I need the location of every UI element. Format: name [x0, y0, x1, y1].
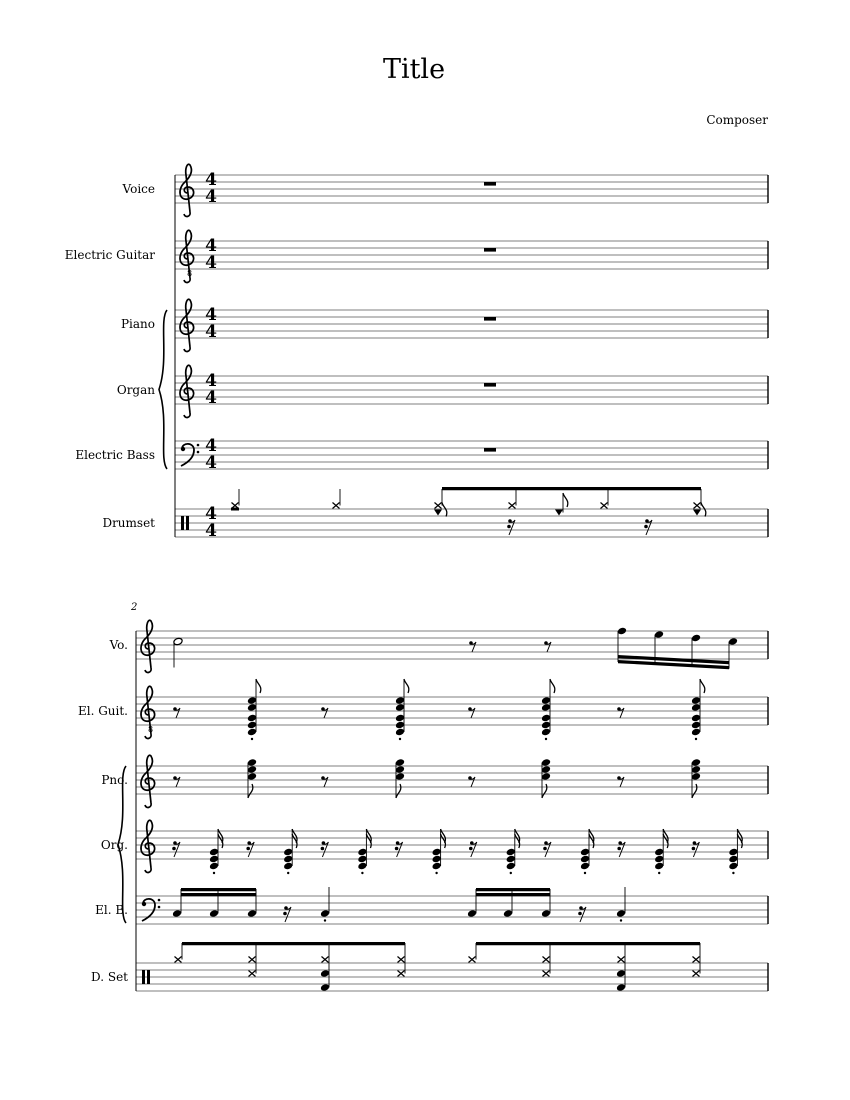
x-notehead: [543, 957, 550, 963]
notehead: [395, 696, 405, 705]
sixteenth-rest: [172, 847, 176, 851]
notehead: [395, 721, 405, 730]
triangle-notehead: [555, 510, 563, 516]
part-short-guitar: El. Guit.: [77, 704, 128, 718]
time-sig-denominator: 4: [205, 322, 217, 342]
staccato-dot: [732, 872, 734, 874]
time-sig-denominator: 4: [205, 253, 217, 273]
sixteenth-rest: [469, 847, 473, 851]
notehead: [654, 862, 664, 871]
notehead: [728, 855, 738, 864]
treble-clef-icon: [180, 299, 194, 351]
notehead: [247, 909, 257, 918]
x-notehead: [435, 503, 442, 509]
flag: [550, 679, 555, 693]
notehead: [691, 714, 701, 723]
notehead: [541, 728, 551, 737]
notehead: [541, 909, 551, 918]
sixteenth-rest: [471, 852, 473, 857]
sixteenth-rest: [580, 917, 582, 922]
part-short-organ: Org.: [100, 838, 128, 852]
staccato-dot: [399, 738, 401, 740]
notehead: [691, 634, 701, 643]
part-short-bass: El. B.: [95, 903, 128, 917]
notehead: [691, 765, 701, 774]
flag: [542, 784, 547, 798]
notehead: [357, 862, 367, 871]
time-sig-denominator: 4: [205, 453, 217, 473]
sixteenth-rest: [322, 852, 324, 857]
sixteenth-rest: [246, 847, 250, 851]
time-sig-denominator: 4: [205, 187, 217, 207]
notehead: [395, 758, 405, 767]
notehead: [654, 848, 664, 857]
notehead: [247, 696, 257, 705]
time-sig-piano: [204, 307, 218, 341]
score-title: Title: [382, 54, 446, 85]
sixteenth-rest: [619, 852, 621, 857]
notehead: [691, 728, 701, 737]
notehead: [247, 765, 257, 774]
time-sig-voice: [204, 172, 218, 206]
notehead: [580, 848, 590, 857]
notehead: [728, 862, 738, 871]
part-label-bass: Electric Bass: [75, 448, 155, 462]
sixteenth-rest: [507, 525, 511, 529]
whole-rest: [484, 248, 496, 252]
sixteenth-rest: [543, 847, 547, 851]
half-notehead: [173, 637, 183, 646]
bass-clef-icon: [197, 444, 200, 447]
staccato-dot: [324, 919, 326, 921]
guitar-octave-mark-2: 8: [148, 725, 154, 734]
beam: [181, 888, 256, 891]
percussion-clef-icon: [147, 970, 150, 984]
beam: [442, 487, 701, 490]
bass-clef-icon: [158, 899, 161, 902]
treble-clef-icon: [141, 820, 155, 872]
notehead: [691, 696, 701, 705]
flag: [442, 503, 447, 517]
beam: [476, 942, 700, 945]
part-label-voice: Voice: [122, 182, 155, 196]
percussion-clef-icon: [142, 970, 145, 984]
notehead: [247, 772, 257, 781]
time-sig-numerator: 4: [205, 236, 217, 256]
staccato-dot: [584, 872, 586, 874]
flag: [563, 493, 568, 507]
notehead: [432, 862, 442, 871]
notehead: [691, 772, 701, 781]
brace: [159, 310, 167, 469]
time-sig-guitar: [204, 238, 218, 272]
notehead: [541, 765, 551, 774]
notehead: [283, 855, 293, 864]
staccato-dot: [620, 919, 622, 921]
sixteenth-rest: [397, 852, 399, 857]
notehead: [580, 855, 590, 864]
notehead: [283, 862, 293, 871]
time-sig-denominator: 4: [205, 388, 217, 408]
sixteenth-rest: [321, 847, 325, 851]
sixteenth-rest: [578, 912, 582, 916]
part-short-drumset: D. Set: [91, 970, 128, 984]
part-label-drumset: Drumset: [102, 516, 155, 530]
notehead: [617, 627, 627, 636]
beam: [476, 893, 550, 896]
notehead: [541, 696, 551, 705]
notehead: [395, 765, 405, 774]
notehead: [432, 855, 442, 864]
whole-rest: [484, 182, 496, 186]
notehead: [541, 714, 551, 723]
notehead: [506, 848, 516, 857]
sixteenth-rest: [283, 912, 287, 916]
x-notehead: [398, 957, 405, 963]
part-short-piano: Pno.: [101, 773, 128, 787]
sixteenth-rest: [617, 847, 621, 851]
x-notehead: [509, 503, 516, 509]
notehead: [247, 721, 257, 730]
sixteenth-rest: [174, 852, 176, 857]
notehead: [541, 772, 551, 781]
notehead: [395, 772, 405, 781]
sixteenth-rest: [248, 852, 250, 857]
notehead: [728, 848, 738, 857]
treble-clef-icon: [141, 620, 155, 672]
notehead: [616, 969, 626, 978]
staccato-dot: [287, 872, 289, 874]
pedal-mark: [231, 508, 239, 511]
notehead: [616, 909, 626, 918]
notehead: [395, 714, 405, 723]
x-notehead: [322, 957, 329, 963]
x-notehead: [693, 971, 700, 977]
notehead: [616, 983, 626, 992]
percussion-clef-icon: [181, 516, 184, 530]
sixteenth-rest: [693, 852, 695, 857]
staccato-dot: [435, 872, 437, 874]
staccato-dot: [658, 872, 660, 874]
time-sig-numerator: 4: [205, 504, 217, 524]
time-sig-numerator: 4: [205, 170, 217, 190]
sixteenth-rest: [395, 847, 399, 851]
notehead: [320, 969, 330, 978]
x-notehead: [249, 971, 256, 977]
time-sig-denominator: 4: [205, 521, 217, 541]
part-label-guitar: Electric Guitar: [64, 248, 155, 262]
notehead: [691, 721, 701, 730]
notehead: [395, 728, 405, 737]
x-notehead: [469, 957, 476, 963]
x-notehead: [601, 503, 608, 509]
notehead: [320, 983, 330, 992]
sixteenth-rest: [509, 530, 511, 535]
flag: [256, 679, 261, 693]
notehead: [541, 721, 551, 730]
notehead: [357, 848, 367, 857]
bass-clef-icon: [142, 902, 146, 906]
flag: [396, 784, 401, 798]
whole-rest: [484, 448, 496, 452]
notehead: [541, 703, 551, 712]
notehead: [506, 855, 516, 864]
notehead: [654, 630, 664, 639]
notehead: [320, 909, 330, 918]
notehead: [209, 855, 219, 864]
sixteenth-rest: [644, 525, 648, 529]
x-notehead: [398, 971, 405, 977]
staccato-dot: [510, 872, 512, 874]
notehead: [209, 862, 219, 871]
notehead: [395, 703, 405, 712]
part-short-voice: Vo.: [109, 638, 128, 652]
notehead: [209, 848, 219, 857]
notehead: [654, 855, 664, 864]
treble-clef-icon: [180, 164, 194, 216]
beam: [181, 893, 256, 896]
x-notehead: [333, 503, 340, 509]
flag: [248, 784, 253, 798]
triangle-notehead: [434, 510, 442, 516]
staccato-dot: [695, 738, 697, 740]
sixteenth-rest: [545, 852, 547, 857]
flag: [701, 503, 706, 517]
triangle-notehead: [693, 510, 701, 516]
notehead: [580, 862, 590, 871]
flag: [404, 679, 409, 693]
whole-rest: [484, 317, 496, 321]
sixteenth-rest: [692, 847, 696, 851]
notehead: [432, 848, 442, 857]
x-notehead: [618, 957, 625, 963]
bass-clef-icon: [197, 451, 200, 454]
notehead: [209, 909, 219, 918]
percussion-clef-icon: [186, 516, 189, 530]
bass-clef-icon: [181, 447, 185, 451]
time-sig-organ: [204, 373, 218, 407]
sixteenth-rest: [285, 917, 287, 922]
time-sig-numerator: 4: [205, 436, 217, 456]
notehead: [247, 758, 257, 767]
time-sig-numerator: 4: [205, 371, 217, 391]
notehead: [247, 703, 257, 712]
staccato-dot: [213, 872, 215, 874]
x-notehead: [249, 957, 256, 963]
notehead: [247, 714, 257, 723]
composer: Composer: [706, 113, 768, 127]
part-label-piano: Piano: [120, 317, 155, 331]
bass-clef-icon: [158, 906, 161, 909]
whole-rest: [484, 383, 496, 387]
notehead: [503, 909, 513, 918]
notehead: [357, 855, 367, 864]
x-notehead: [175, 957, 182, 963]
notehead: [691, 703, 701, 712]
notehead: [541, 758, 551, 767]
guitar-octave-mark: 8: [187, 269, 193, 278]
sixteenth-rest: [646, 530, 648, 535]
time-sig-bass: [204, 438, 218, 472]
notehead: [506, 862, 516, 871]
treble-clef-icon: [180, 365, 194, 417]
flag: [700, 679, 705, 693]
x-notehead: [543, 971, 550, 977]
beam: [476, 888, 550, 891]
measure-number: 2: [131, 602, 138, 613]
notehead: [247, 728, 257, 737]
staccato-dot: [251, 738, 253, 740]
notehead: [467, 909, 477, 918]
time-sig-numerator: 4: [205, 305, 217, 325]
staccato-dot: [545, 738, 547, 740]
notehead: [172, 909, 182, 918]
time-sig-drumset: [204, 506, 218, 540]
staccato-dot: [361, 872, 363, 874]
treble-clef-icon: [141, 755, 155, 807]
notehead: [728, 637, 738, 646]
part-label-organ: Organ: [116, 383, 155, 397]
flag: [692, 784, 697, 798]
notehead: [691, 758, 701, 767]
x-notehead: [693, 957, 700, 963]
beam: [182, 942, 405, 945]
notehead: [283, 848, 293, 857]
x-notehead: [694, 503, 701, 509]
